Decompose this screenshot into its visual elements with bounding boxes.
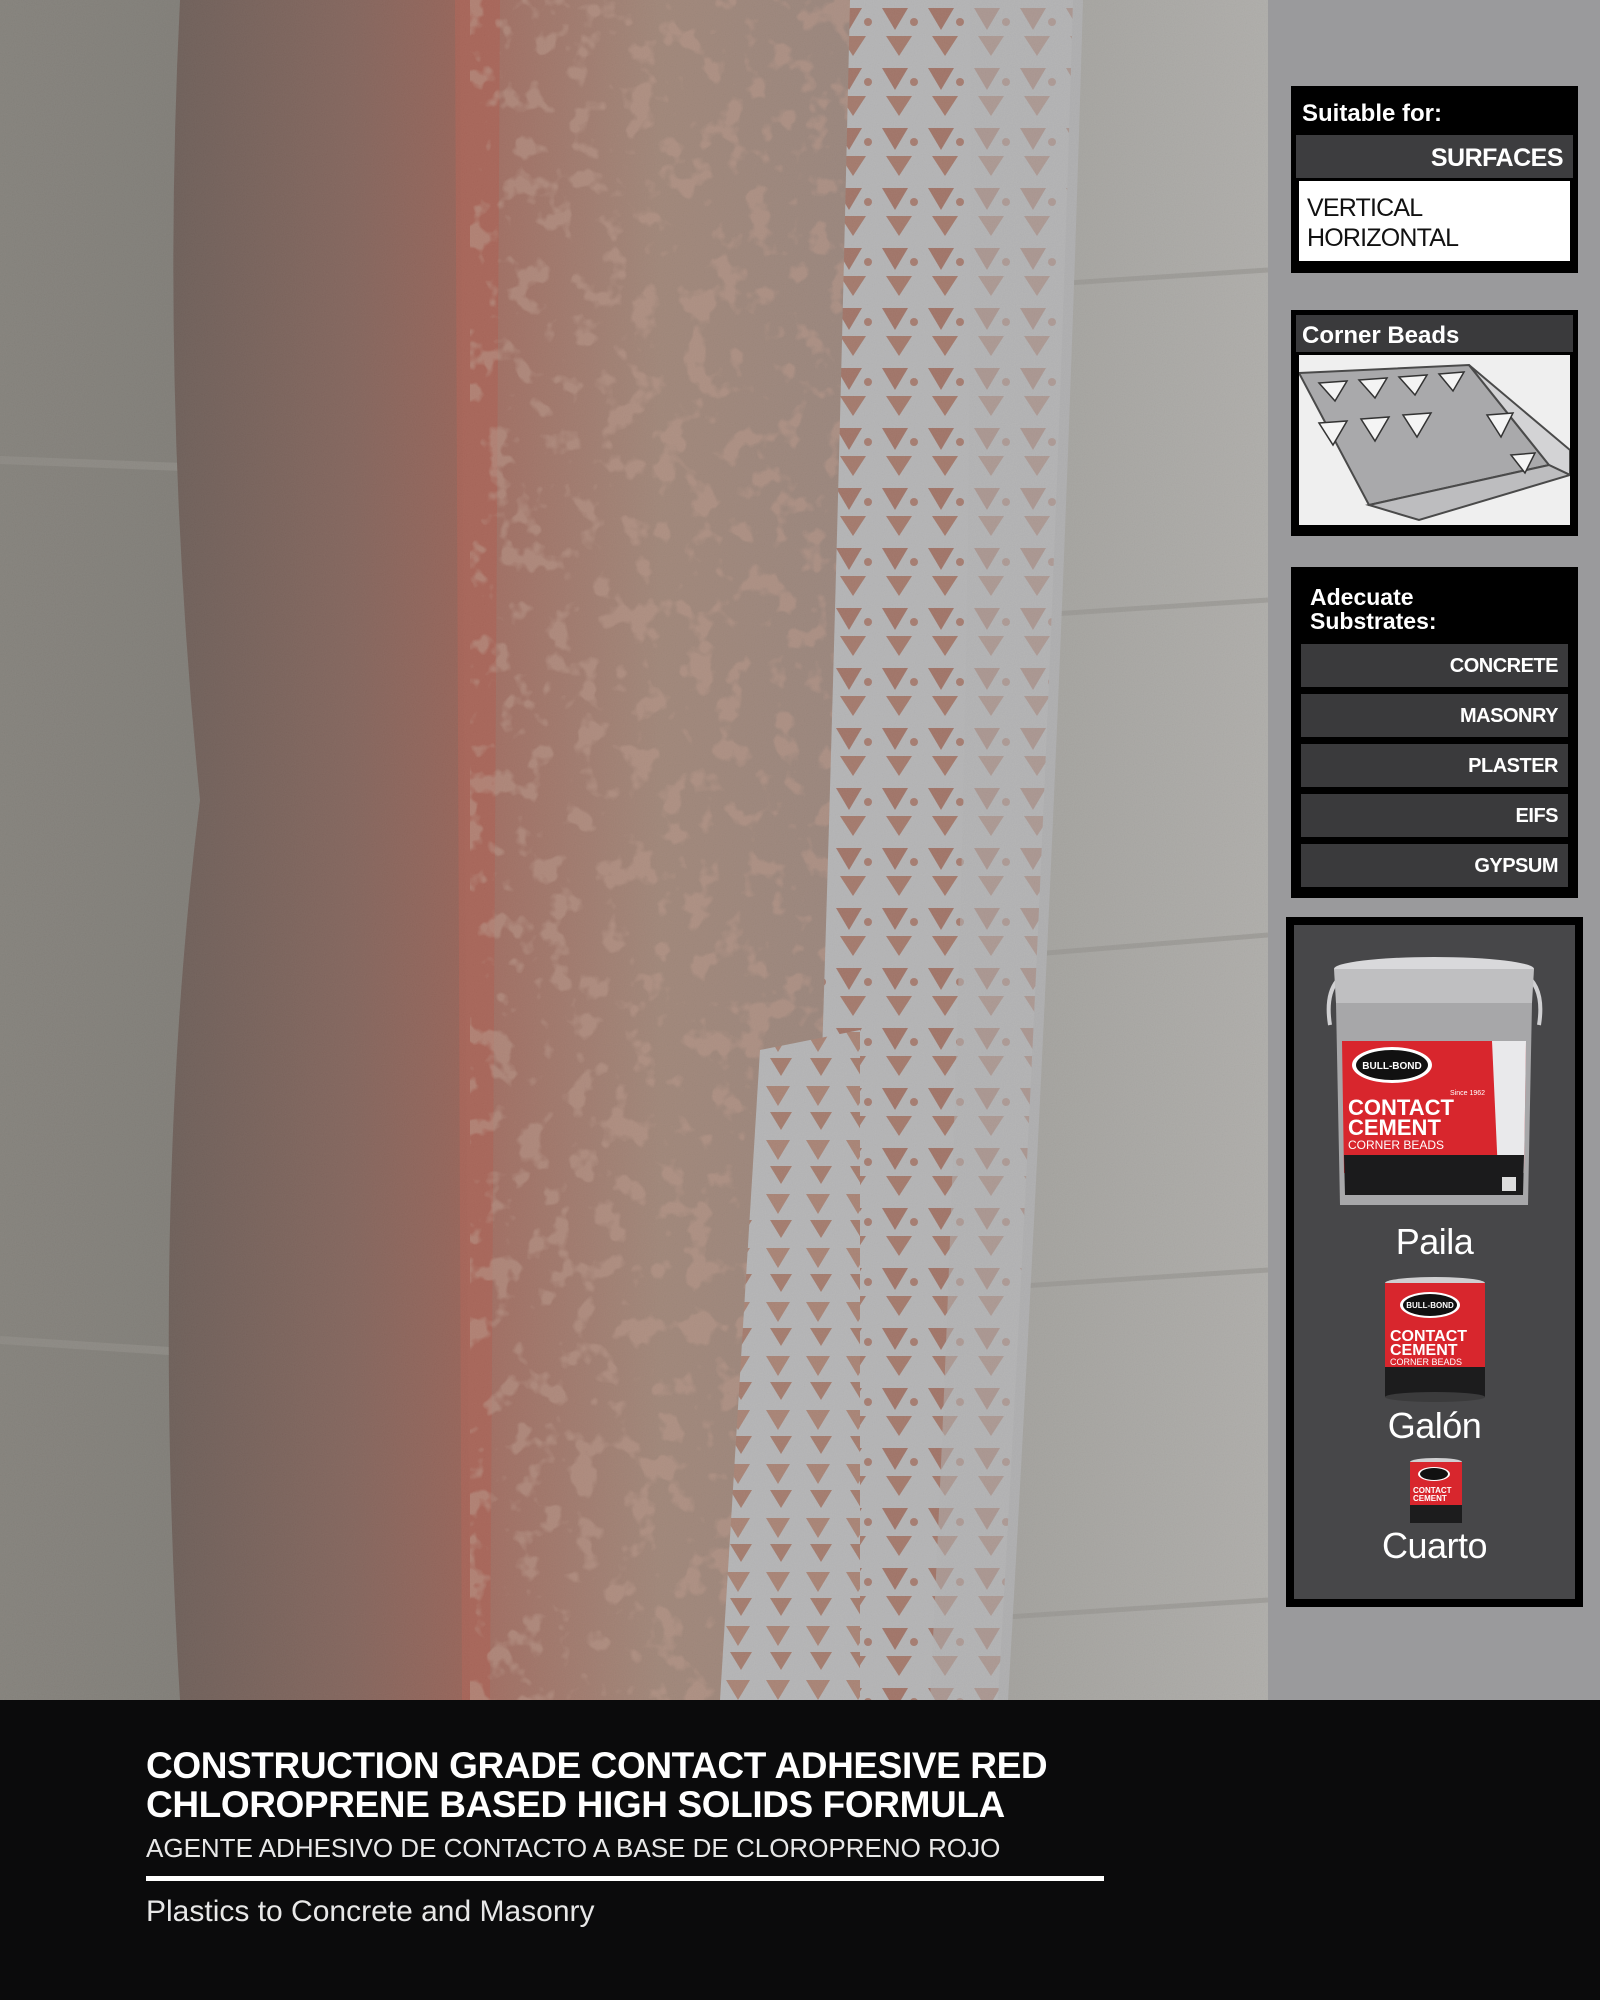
since-label: Since 1962 xyxy=(1450,1090,1486,1097)
gallon-product-image xyxy=(1380,1275,1490,1403)
tagline: Plastics to Concrete and Masonry xyxy=(146,1895,595,1928)
size-label-gallon: Galón xyxy=(1387,1405,1482,1446)
product-name: CONTACT xyxy=(1348,1095,1454,1120)
product-subname: CORNER BEADS xyxy=(1348,1138,1445,1152)
corner-beads-panel xyxy=(1291,310,1578,536)
size-label-quart: Cuarto xyxy=(1381,1525,1488,1566)
headline-line-1: CONSTRUCTION GRADE CONTACT ADHESIVE RED xyxy=(146,1745,1048,1786)
substrates-title-line: Substrates: xyxy=(1310,608,1437,634)
surface-list xyxy=(1299,181,1570,261)
footer-banner xyxy=(0,1700,1600,2000)
size-label-pail: Paila xyxy=(1395,1221,1474,1262)
substrate-item: EIFS xyxy=(1301,794,1568,837)
substrate-item: MASONRY xyxy=(1301,694,1568,737)
surface-item: HORIZONTAL xyxy=(1307,224,1459,252)
product-sizes-panel xyxy=(1286,917,1583,1607)
brand-mark: BULL-BOND xyxy=(1406,1301,1454,1310)
divider-rule xyxy=(146,1876,1104,1881)
product-name: CONTACT xyxy=(1390,1328,1468,1345)
spanish-subheadline: AGENTE ADHESIVO DE CONTACTO A BASE DE CLOROPRENO ROJO xyxy=(146,1833,1001,1863)
substrate-item: CONCRETE xyxy=(1301,644,1568,687)
product-name: CEMENT xyxy=(1348,1115,1441,1140)
product-name: CEMENT xyxy=(1390,1342,1458,1359)
suitable-for-title: Suitable for: xyxy=(1302,100,1443,127)
corner-beads-title: Corner Beads xyxy=(1296,315,1573,355)
corner-bead-illustration xyxy=(1299,355,1570,525)
product-name: CEMENT xyxy=(1413,1494,1447,1503)
pail-product-image xyxy=(1322,955,1547,1217)
product-name: CONTACT xyxy=(1413,1486,1452,1495)
headline-line-2: CHLOROPRENE BASED HIGH SOLIDS FORMULA xyxy=(146,1784,1005,1825)
suitable-for-panel xyxy=(1291,86,1578,273)
substrate-item: PLASTER xyxy=(1301,744,1568,787)
sidebar xyxy=(1268,0,1600,1700)
surface-item: VERTICAL xyxy=(1307,194,1423,222)
substrates-panel xyxy=(1291,567,1578,898)
substrates-title xyxy=(1296,572,1573,644)
brand-mark: BULL-BOND xyxy=(1362,1061,1422,1072)
product-subname: CORNER BEADS xyxy=(1390,1357,1463,1367)
quart-product-image xyxy=(1407,1457,1465,1527)
substrates-title-line: Adecuate xyxy=(1310,584,1414,610)
surfaces-band: SURFACES xyxy=(1296,135,1573,181)
substrate-item: GYPSUM xyxy=(1301,844,1568,887)
